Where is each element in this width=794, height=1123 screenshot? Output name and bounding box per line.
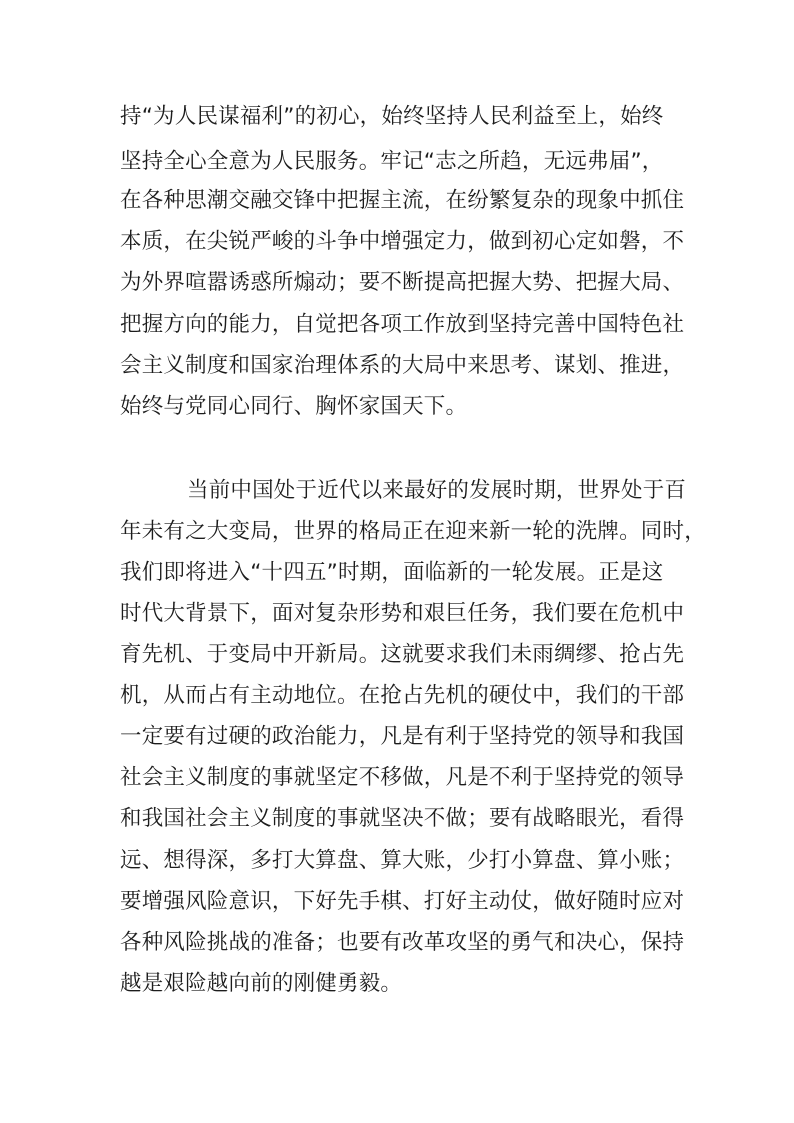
text-line: 在各种思潮交融交锋中把握主流，在纷繁复杂的现象中抓住 — [120, 188, 685, 213]
text-line: 持“为人民谋福利”的初心，始终坚持人民利益至上，始终 — [120, 104, 664, 129]
text-line: 一定要有过硬的政治能力，凡是有利于坚持党的领导和我国 — [120, 724, 685, 749]
text-line: 育先机、于变局中开新局。这就要求我们未雨绸缪、抢占先 — [120, 642, 685, 667]
text-line: 始终与党同心同行、胸怀家国天下。 — [120, 394, 468, 419]
text-line: 社会主义制度的事就坚定不移做，凡是不利于坚持党的领导 — [120, 765, 685, 790]
text-line: 当前中国处于近代以来最好的发展时期，世界处于百 — [187, 478, 687, 503]
text-line: 机，从而占有主动地位。在抢占先机的硬仗中，我们的干部 — [120, 683, 685, 708]
text-line: 年未有之大变局，世界的格局正在迎来新一轮的洗牌。同时， — [120, 519, 706, 544]
text-line: 时代大背景下，面对复杂形势和艰巨任务，我们要在危机中 — [120, 601, 685, 626]
text-line: 我们即将进入“十四五”时期，面临新的一轮发展。正是这 — [120, 560, 664, 585]
text-line: 要增强风险意识，下好先手棋、打好主动仗，做好随时应对 — [120, 889, 685, 914]
text-line: 远、想得深，多打大算盘、算大账，少打小算盘、算小账； — [120, 848, 685, 873]
text-line: 各种风险挑战的准备；也要有改革攻坚的勇气和决心，保持 — [120, 930, 685, 955]
text-line: 会主义制度和国家治理体系的大局中来思考、谋划、推进， — [120, 353, 685, 378]
text-line: 把握方向的能力，自觉把各项工作放到坚持完善中国特色社 — [120, 312, 685, 337]
text-line: 为外界喧嚣诱惑所煽动；要不断提高把握大势、把握大局、 — [120, 270, 685, 295]
text-line: 越是艰险越向前的刚健勇毅。 — [120, 971, 403, 996]
text-line: 和我国社会主义制度的事就坚决不做；要有战略眼光，看得 — [120, 806, 685, 831]
text-line: 坚持全心全意为人民服务。牢记“志之所趋，无远弗届”， — [120, 149, 664, 174]
text-line: 本质，在尖锐严峻的斗争中增强定力，做到初心定如磐，不 — [120, 229, 685, 254]
